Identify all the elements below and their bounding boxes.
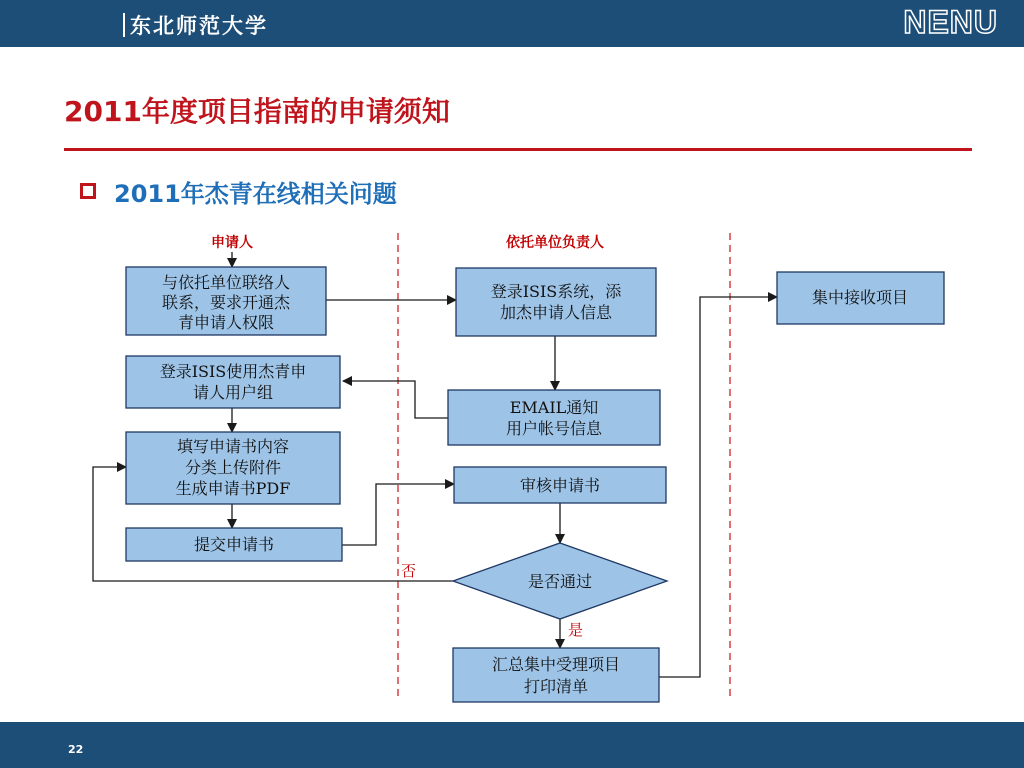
text-login-create-1: 登录ISIS系统，添 [490,282,622,301]
text-login-use-1: 登录ISIS使用杰青申 [159,362,307,381]
text-contact-2: 联系，要求开通杰 [161,293,291,312]
text-fill-2: 分类上传附件 [184,458,282,477]
page-number: 22 [68,743,84,756]
text-email-1: EMAIL通知 [509,398,599,417]
lane-label-applicant: 申请人 [211,235,253,251]
nenu-logo: NENU [903,4,998,40]
text-submit: 提交申请书 [193,535,275,554]
slide-subtitle: 2011年杰青在线相关问题 [114,180,397,208]
lane-label-unit-head: 依托单位负责人 [506,235,604,251]
footer-bar [0,722,1024,768]
text-fill-3: 生成申请书PDF [175,479,291,498]
arrow-to-receive [659,297,777,677]
text-email-2: 用户帐号信息 [505,419,603,438]
text-review: 审核申请书 [519,476,601,495]
text-summary-2: 打印清单 [523,677,589,696]
arrow-email-to-use [343,381,448,418]
label-yes: 是 [568,621,584,639]
text-fill-1: 填写申请书内容 [176,437,290,456]
text-login-use-2: 请人用户组 [192,383,274,402]
text-receive: 集中接收项目 [811,288,909,307]
label-no: 否 [401,562,417,580]
text-login-create-2: 加杰申请人信息 [499,303,613,322]
box-login-create [456,268,656,336]
text-summary-1: 汇总集中受理项目 [491,655,621,674]
text-contact-1: 与依托单位联络人 [161,273,291,292]
text-decision: 是否通过 [527,572,593,591]
slide-title: 2011年度项目指南的申请须知 [64,95,450,128]
university-logo: 东北师范大学 [130,13,268,38]
text-contact-3: 青申请人权限 [177,313,275,332]
